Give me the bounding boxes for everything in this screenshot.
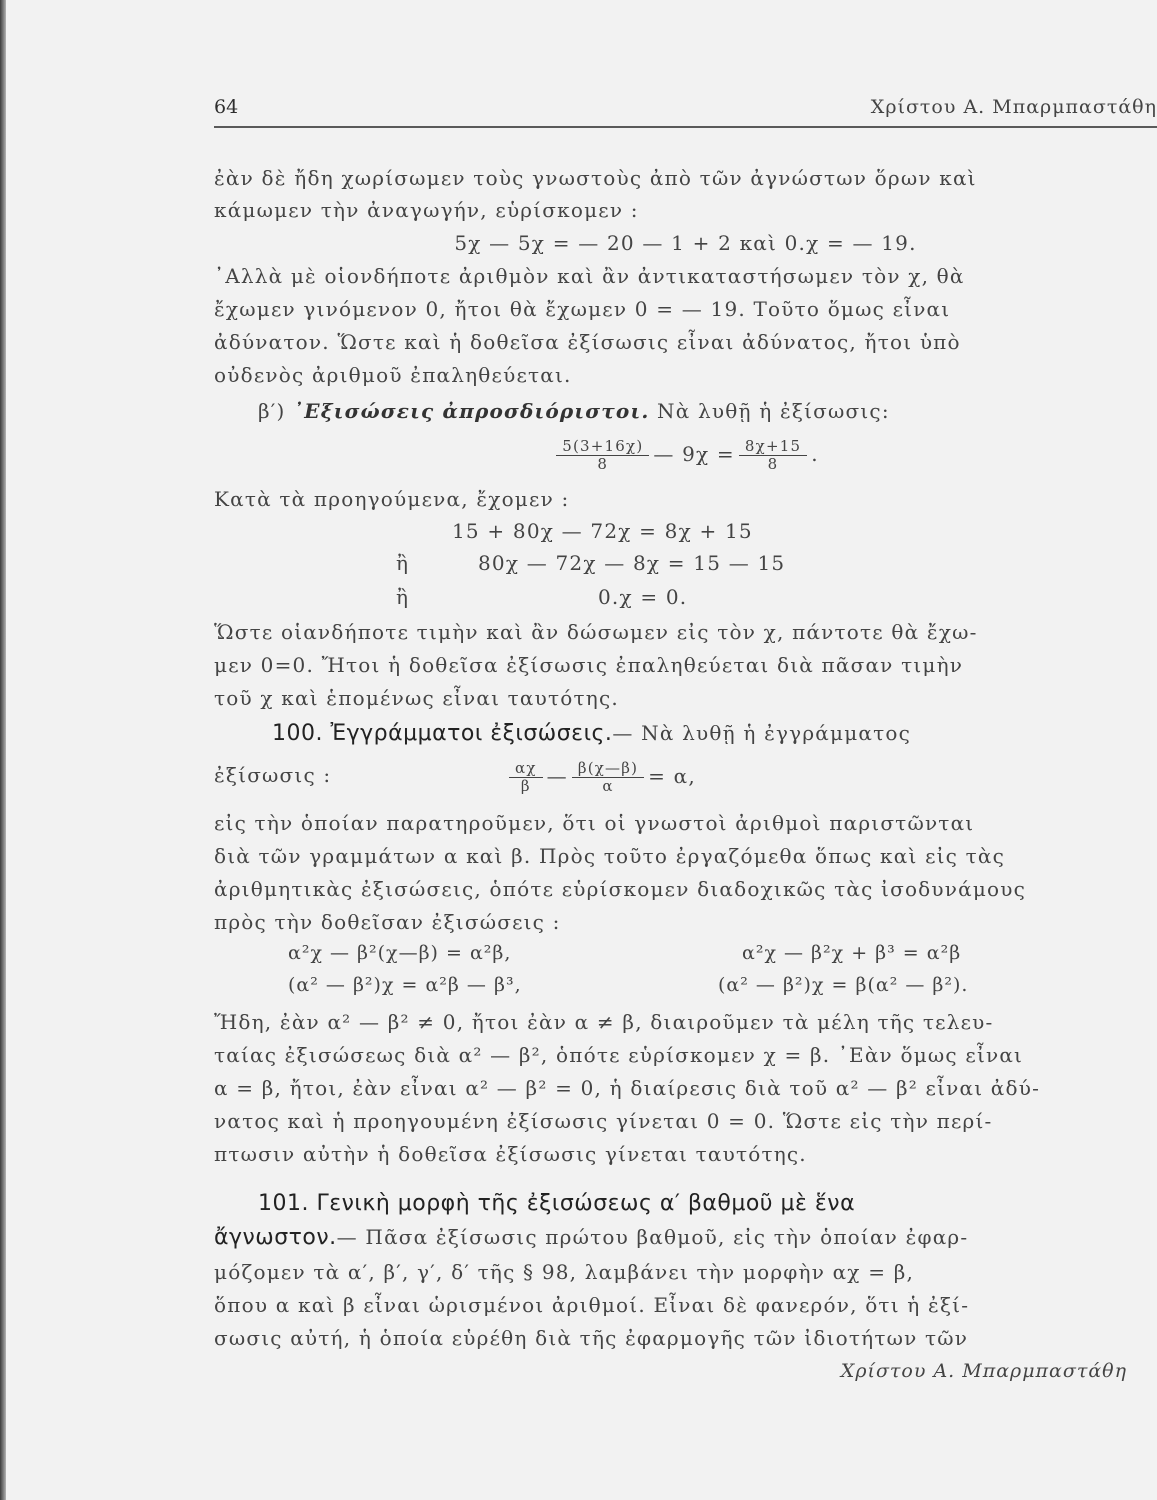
text-line: νατος καὶ ἡ προηγουμένη ἐξίσωσις γίνεται 0 = 0. Ὥστε εἰς τὴν περί-: [214, 1109, 993, 1133]
subsection-title: ᾿Εξισώσεις ἀπροσδιόριστοι.: [293, 399, 650, 423]
subsection-marker: β′): [258, 399, 294, 423]
text-line: ὅπου α καὶ β εἶναι ὡρισμένοι ἀριθμοί. Εἶναι δὲ φανερόν, ὅτι ἡ ἐξί-: [214, 1293, 970, 1317]
section-title-cont: ἄγνωστον.: [214, 1225, 337, 1250]
fraction: $\frac{8\chi+15}{8}$: [739, 438, 807, 473]
fraction-equation: $\frac{\alpha\chi}{\beta}$ — $\frac{\beta(\chi—\beta)}{\alpha}$ = α,: [505, 752, 905, 800]
text-line: ἀδύνατον. Ὥστε καὶ ἡ δοθεῖσα ἐξίσωσις εἶναι ἀδύνατος, ἤτοι ὑπὸ: [214, 330, 961, 354]
page-header: [214, 96, 1157, 126]
equation-left: α²χ — β²(χ—β) = α²β,: [288, 942, 512, 964]
text-line: οὐδενὸς ἀριθμοῦ ἐπαληθεύεται.: [214, 363, 572, 387]
text-line: μεν 0=0. Ἤτοι ἡ δοθεῖσα ἐξίσωσις ἐπαληθεύεται διὰ πᾶσαν τιμὴν: [214, 653, 964, 677]
equation-line: 80χ — 72χ — 8χ = 15 — 15: [478, 551, 786, 575]
section-heading-100: 100. Ἐγγράμματοι ἐξισώσεις.— Νὰ λυθῇ ἡ ἐγγράμματος: [272, 721, 912, 746]
running-head: Χρίστου Α. Μπαρμπαστάθη: [870, 96, 1157, 118]
text-line: ἀριθμητικὰς ἐξισώσεις, ὁπότε εὑρίσκομεν διαδοχικῶς τὰς ἰσοδυνάμους: [214, 877, 1027, 901]
equation-line: 0.χ = 0.: [598, 585, 688, 609]
page-number: 64: [214, 96, 239, 118]
fraction: $\frac{\alpha\chi}{\beta}$: [509, 760, 543, 795]
equation-right: α²χ — β²χ + β³ = α²β: [742, 942, 962, 964]
subsection-line: [258, 396, 1157, 426]
text-line: διὰ τῶν γραμμάτων α καὶ β. Πρὸς τοῦτο ἐργαζόμεθα ὅπως καὶ εἰς τὰς: [214, 844, 1005, 868]
equation-label: ἐξίσωσις :: [214, 763, 332, 787]
fraction: $\frac{5(3+16\chi)}{8}$: [556, 438, 649, 473]
header-rule: [214, 126, 1157, 128]
equation-left: (α² — β²)χ = α²β — β³,: [288, 974, 522, 996]
section-title: 100. Ἐγγράμματοι ἐξισώσεις.: [272, 721, 613, 746]
or-word: ἢ: [396, 585, 410, 609]
fraction-equation: $\frac{5(3+16\chi)}{8}$ — 9χ = $\frac{8\chi+15}{8}$ .: [214, 430, 1157, 478]
text-line: πρὸς τὴν δοθεῖσαν ἐξισώσεις :: [214, 910, 561, 934]
text-line: α = β, ἤτοι, ἐὰν εἶναι α² — β² = 0, ἡ διαίρεσις διὰ τοῦ α² — β² εἶναι ἀδύ-: [214, 1076, 1041, 1100]
text-line: ἐὰν δὲ ἤδη χωρίσωμεν τοὺς γνωστοὺς ἀπὸ τῶν ἀγνώστων ὅρων καὶ: [214, 166, 977, 190]
text-line: ἔχωμεν γινόμενον 0, ἤτοι θὰ ἔχωμεν 0 = — 19. Τοῦτο ὅμως εἶναι: [214, 297, 951, 321]
text-line: μόζομεν τὰ α′, β′, γ′, δ′ τῆς § 98, λαμβάνει τὴν μορφὴν αχ = β,: [214, 1260, 915, 1284]
text-line: πτωσιν αὐτὴν ἡ δοθεῖσα ἐξίσωσις γίνεται ταυτότης.: [214, 1142, 807, 1166]
subsection-text: Νὰ λυθῇ ἡ ἐξίσωσις:: [649, 399, 890, 423]
text-line: Ὥστε οἱανδήποτε τιμὴν καὶ ἂν δώσωμεν εἰς τὸν χ, πάντοτε θὰ ἔχω-: [214, 620, 978, 644]
text-line: ᾿Αλλὰ μὲ οἱονδήποτε ἀριθμὸν καὶ ἂν ἀντικαταστήσωμεν τὸν χ, θὰ: [214, 264, 965, 288]
section-heading-101: [258, 1188, 1157, 1219]
equation-line: 15 + 80χ — 72χ = 8χ + 15: [452, 519, 753, 543]
fraction: $\frac{\beta(\chi—\beta)}{\alpha}$: [572, 760, 644, 795]
text-line: σωσις αὐτή, ἡ ὁποία εὑρέθη διὰ τῆς ἐφαρμογῆς τῶν ἰδιοτήτων τῶν: [214, 1326, 969, 1350]
section-line: ἄγνωστον.— Πᾶσα ἐξίσωσις πρώτου βαθμοῦ, εἰς τὴν ὁποίαν ἐφαρ-: [214, 1225, 969, 1250]
signature: Χρίστου Α. Μπαρμπαστάθη: [840, 1360, 1127, 1382]
text-line: κάμωμεν τὴν ἀναγωγήν, εὑρίσκομεν :: [214, 198, 639, 222]
text-line: τοῦ χ καὶ ἑπομένως εἶναι ταυτότης.: [214, 686, 619, 710]
text-line: Κατὰ τὰ προηγούμενα, ἔχομεν :: [214, 487, 570, 511]
section-title: 101. Γενικὴ μορφὴ τῆς ἐξισώσεως α′ βαθμοῦ μὲ ἕνα: [258, 1191, 856, 1216]
text-line: ταίας ἐξισώσεως διὰ α² — β², ὁπότε εὑρίσκομεν χ = β. ᾿Εὰν ὅμως εἶναι: [214, 1043, 1024, 1067]
text-line: εἰς τὴν ὁποίαν παρατηροῦμεν, ὅτι οἱ γνωστοὶ ἀριθμοὶ παριστῶνται: [214, 811, 975, 835]
text-line: Ἤδη, ἐὰν α² — β² ≠ 0, ἤτοι ἐὰν α ≠ β, διαιροῦμεν τὰ μέλη τῆς τελευ-: [214, 1010, 994, 1034]
equation-right: (α² — β²)χ = β(α² — β²).: [718, 974, 969, 996]
equation-line: 5χ — 5χ = — 20 — 1 + 2 καὶ 0.χ = — 19.: [454, 231, 917, 255]
or-word: ἢ: [396, 551, 410, 575]
